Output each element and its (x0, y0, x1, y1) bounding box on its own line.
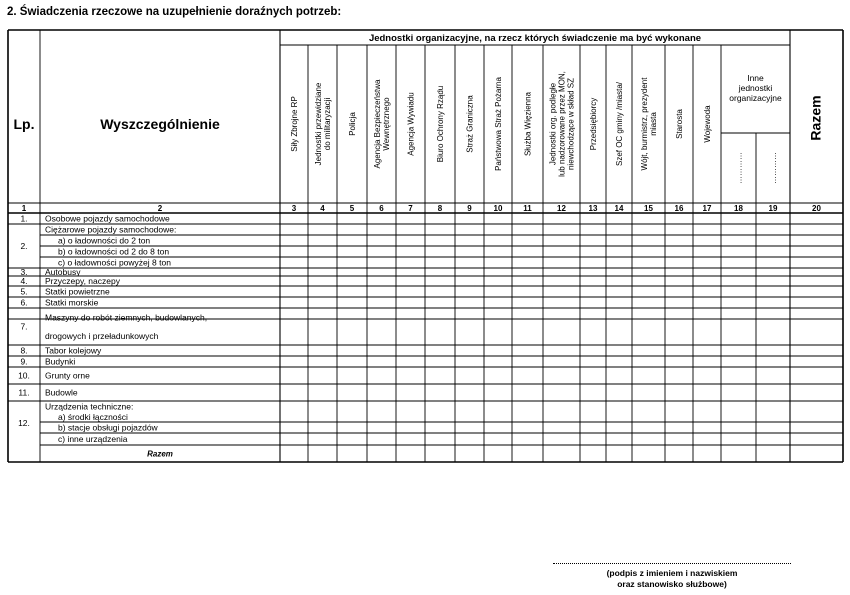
unit-header-4: Agencja Bezpieczeństwa (373, 79, 382, 169)
unit-header-12: Szef OC gminy /miasta/ (615, 81, 624, 167)
unit-header-10: Jednostki org. podległe (548, 82, 558, 166)
row-number: 4. (20, 276, 28, 286)
row-number: 11. (18, 387, 30, 398)
column-number-20: 20 (812, 204, 821, 213)
signature-caption-line1: (podpis z imieniem i nazwiskiem (606, 568, 738, 578)
row-sub-label: c) inne urządzenia (58, 434, 128, 444)
column-number-4: 4 (320, 204, 325, 213)
row-number: 3. (20, 267, 28, 277)
row-sub-label: b) o ładowności od 2 do 8 ton (58, 246, 170, 257)
signature-caption (553, 568, 791, 590)
row-number: 10. (18, 370, 30, 381)
row-sub-label: b) stacje obsługi pojazdów (58, 422, 158, 433)
column-number-9: 9 (467, 204, 472, 213)
row-label: Ciężarowe pojazdy samochodowe: (45, 224, 177, 235)
total-row-label: Razem (147, 449, 173, 459)
unit-header-13: Wójt, burmistrz, prezydent (640, 77, 649, 171)
column-number-15: 15 (644, 204, 653, 213)
signature-caption-line2: oraz stanowisko służbowe) (617, 579, 727, 589)
unit-header-9: Służba Więzienna (523, 91, 533, 157)
column-number-11: 11 (523, 204, 532, 213)
column-number-19: 19 (768, 204, 778, 213)
row-label: Przyczepy, naczepy (45, 276, 120, 286)
column-number-2: 2 (157, 204, 163, 213)
row-label: Maszyny do robót ziemnych, budowlanych, (45, 312, 208, 323)
dotted-placeholder: ………… (734, 152, 744, 184)
row-label: Urządzenia techniczne: (45, 401, 134, 412)
section-title: 2. Świadczenia rzeczowe na uzupełnienie doraźnych potrzeb: (7, 6, 342, 18)
row-number: 1. (20, 213, 28, 224)
row-number: 9. (20, 356, 28, 367)
row-label: Tabor kolejowy (45, 345, 102, 356)
column-number-10: 10 (493, 204, 503, 213)
unit-header-5: Agencja Wywiadu (406, 92, 416, 156)
row-number: 6. (20, 297, 28, 308)
unit-header-3: Policja (348, 112, 357, 136)
unit-header-10: lub nadzorowane przez MON, (557, 71, 567, 177)
column-number-17: 17 (702, 204, 712, 213)
dotted-placeholder: ………… (769, 152, 778, 184)
column-number-13: 13 (588, 204, 598, 213)
spec-header: Wyszczególnienie (100, 116, 220, 132)
row-label: Autobusy (45, 267, 81, 277)
column-number-3: 3 (291, 204, 297, 213)
unit-header-2: do militaryzacji (323, 97, 332, 151)
column-number-1: 1 (21, 204, 27, 213)
total-header: Razem (807, 95, 824, 141)
unit-header-1: Siły Zbrojne RP (290, 96, 299, 152)
column-number-7: 7 (408, 204, 413, 213)
row-number: 5. (20, 286, 28, 297)
row-label: Statki morskie (45, 297, 99, 308)
other-units-header: organizacyjne (729, 93, 782, 103)
unit-header-6: Biuro Ochrony Rządu (436, 85, 445, 163)
row-number: 2. (20, 241, 28, 251)
column-number-6: 6 (379, 204, 384, 213)
unit-header-14: Starosta (675, 109, 684, 139)
column-number-12: 12 (557, 204, 566, 213)
column-number-18: 18 (734, 204, 743, 213)
row-label: Osobowe pojazdy samochodowe (45, 213, 170, 224)
row-number: 7. (20, 321, 28, 332)
row-number: 8. (20, 345, 28, 356)
unit-header-13: miasta (649, 112, 658, 136)
row-sub-label: c) o ładowności powyżej 8 ton (58, 257, 171, 268)
row-label: Budynki (45, 356, 76, 367)
unit-header-7: Straż Graniczna (465, 95, 475, 153)
span-header: Jednostki organizacyjne, na rzecz których świadczenie ma być wykonane (368, 33, 702, 44)
unit-header-8: Państwowa Straż Pożarna (494, 77, 503, 171)
column-number-5: 5 (349, 204, 355, 213)
row-number: 12. (18, 418, 30, 428)
other-units-header: Inne (747, 73, 764, 83)
row-sub-label: a) środki łączności (58, 412, 128, 422)
column-number-14: 14 (614, 204, 624, 213)
unit-header-10: niewchodzące w skład SZ (566, 77, 576, 171)
unit-header-2: Jednostki przewidziane (314, 82, 323, 166)
row-label: Statki powietrzne (45, 286, 110, 297)
unit-header-15: Wojewoda (703, 105, 712, 143)
lp-header: Lp. (13, 116, 35, 132)
unit-header-4: Wewnętrznego (382, 97, 391, 151)
row-sub-label: a) o ładowności do 2 ton (58, 235, 151, 246)
signature-line (553, 563, 791, 564)
column-number-8: 8 (437, 204, 443, 213)
row-label-continued: drogowych i przeładunkowych (45, 331, 159, 341)
column-number-16: 16 (674, 204, 684, 213)
other-units-header: jednostki (738, 83, 773, 93)
unit-header-11: Przedsiębiorcy (589, 97, 598, 151)
row-label: Budowle (45, 387, 78, 398)
row-label: Grunty orne (45, 370, 90, 381)
